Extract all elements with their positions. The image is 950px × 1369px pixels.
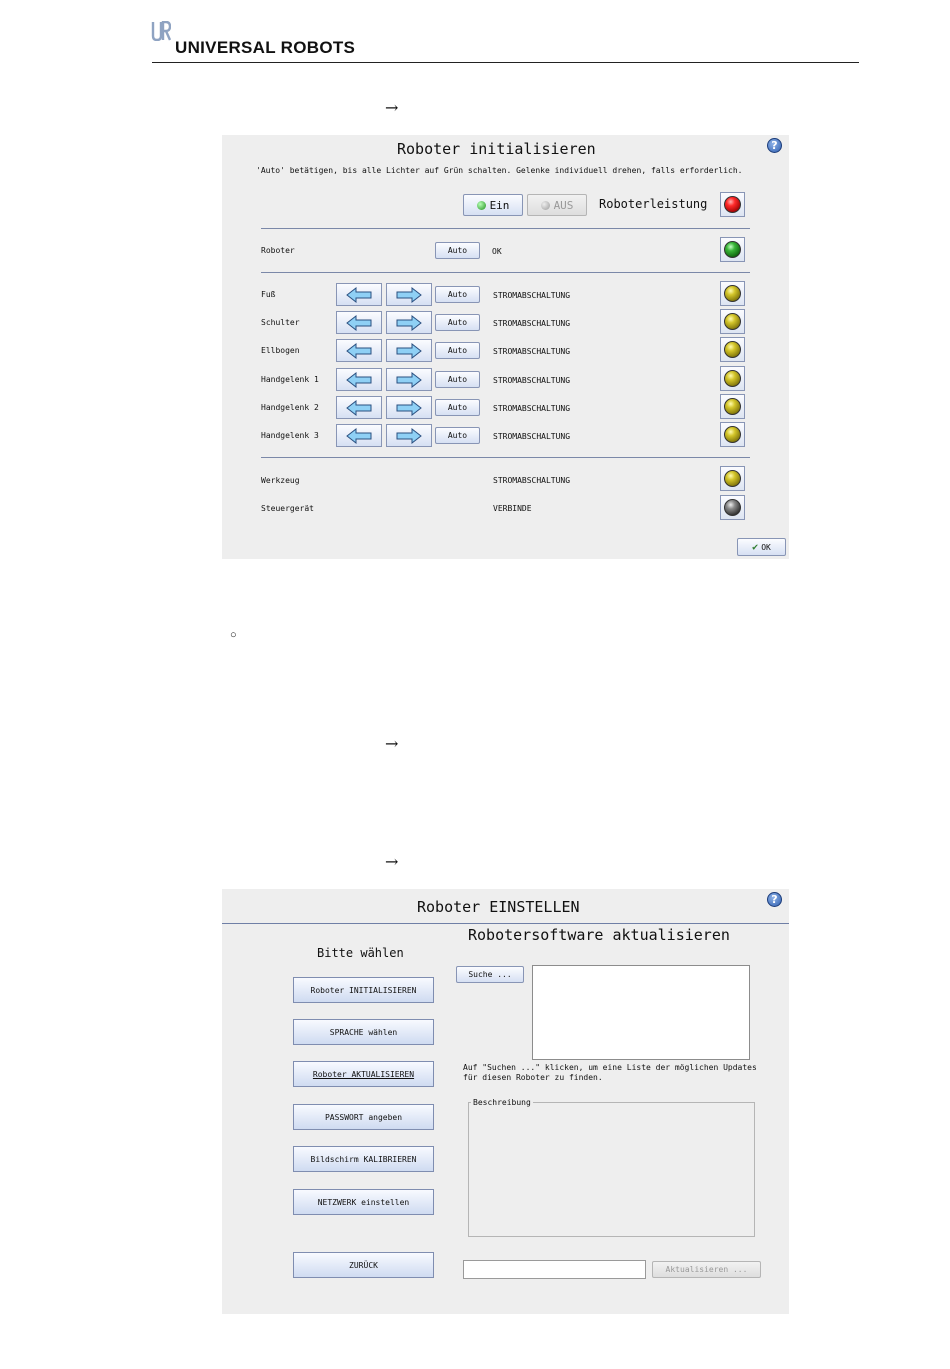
joint-status: STROMABSCHALTUNG	[493, 432, 571, 441]
init-title: Roboter initialisieren	[397, 140, 596, 158]
power-on-button[interactable]	[463, 194, 523, 216]
joint-lamp	[720, 394, 745, 419]
controller-lamp	[720, 495, 745, 520]
rotate-right-button[interactable]	[386, 311, 432, 334]
back-button[interactable]: ZURÜCK	[293, 1252, 434, 1278]
robot-auto-button[interactable]: Auto	[435, 242, 480, 259]
ur-logo-icon	[151, 21, 171, 41]
joint-auto-button[interactable]: Auto	[435, 427, 480, 444]
joint-lamp	[720, 281, 745, 306]
yellow-lamp-icon	[724, 370, 741, 387]
power-off-label: AUS	[553, 198, 574, 212]
rotate-left-button[interactable]	[336, 396, 382, 419]
power-off-button[interactable]	[527, 194, 587, 216]
arrow-right-icon	[396, 372, 422, 388]
yellow-lamp-icon	[724, 470, 741, 487]
arrow-left-icon	[346, 315, 372, 331]
joint-status: STROMABSCHALTUNG	[493, 347, 571, 356]
arrow-right-icon	[396, 287, 422, 303]
joint-name: Handgelenk 2	[261, 403, 319, 412]
search-hint-line2: für diesen Roboter zu finden.	[463, 1073, 603, 1082]
setup-subtitle: Robotersoftware aktualisieren	[468, 926, 730, 944]
menu-calibrate-button[interactable]: Bildschirm KALIBRIEREN	[293, 1146, 434, 1172]
search-hint-line1: Auf "Suchen ..." klicken, um eine Liste der möglichen Updates	[463, 1063, 757, 1072]
rotate-right-button[interactable]	[386, 339, 432, 362]
init-instruction: 'Auto' betätigen, bis alle Lichter auf Grün schalten. Gelenke individuell drehen, falls erforderlich.	[256, 166, 743, 175]
header-divider	[152, 62, 859, 63]
rotate-left-button[interactable]	[336, 339, 382, 362]
robot-init-screen	[222, 135, 789, 559]
joint-auto-button[interactable]: Auto	[435, 314, 480, 331]
menu-password-button[interactable]: PASSWORT angeben	[293, 1104, 434, 1130]
brand-name: UNIVERSAL ROBOTS	[175, 38, 356, 57]
arrow-left-icon	[346, 287, 372, 303]
arrow-right-icon	[396, 428, 422, 444]
green-lamp-icon	[724, 241, 741, 258]
tool-label: Werkzeug	[261, 476, 300, 485]
rotate-right-button[interactable]	[386, 396, 432, 419]
bullet-symbol: ○	[230, 629, 237, 641]
arrow-right-icon	[396, 400, 422, 416]
arrow-symbol: →	[385, 852, 399, 871]
ok-button[interactable]	[737, 538, 786, 556]
title-divider	[222, 923, 789, 924]
ok-label: OK	[761, 542, 771, 552]
joint-auto-button[interactable]: Auto	[435, 342, 480, 359]
divider	[261, 457, 750, 458]
rotate-left-button[interactable]	[336, 283, 382, 306]
arrow-symbol: →	[385, 734, 399, 753]
yellow-lamp-icon	[724, 426, 741, 443]
setup-title: Roboter EINSTELLEN	[417, 898, 580, 916]
yellow-lamp-icon	[724, 341, 741, 358]
update-path-field[interactable]	[463, 1260, 646, 1279]
menu-language-button[interactable]: SPRACHE wählen	[293, 1019, 434, 1045]
joint-status: STROMABSCHALTUNG	[493, 319, 571, 328]
controller-status: VERBINDE	[493, 504, 532, 513]
arrow-left-icon	[346, 400, 372, 416]
tool-status: STROMABSCHALTUNG	[493, 476, 571, 485]
joint-auto-button[interactable]: Auto	[435, 371, 480, 388]
robot-lamp	[720, 237, 745, 262]
gray-dot-icon	[541, 201, 550, 210]
arrow-right-icon	[396, 343, 422, 359]
rotate-right-button[interactable]	[386, 424, 432, 447]
tool-lamp	[720, 466, 745, 491]
power-label: Roboterleistung	[599, 197, 708, 211]
joint-name: Fuß	[261, 290, 276, 299]
menu-update-button[interactable]: Roboter AKTUALISIEREN	[293, 1061, 434, 1087]
red-lamp-icon	[724, 196, 741, 213]
rotate-left-button[interactable]	[336, 368, 382, 391]
search-button[interactable]: Suche ...	[456, 966, 524, 983]
joint-status: STROMABSCHALTUNG	[493, 376, 571, 385]
power-on-label: Ein	[489, 198, 510, 212]
gray-lamp-icon	[724, 499, 741, 516]
description-label: Beschreibung	[473, 1098, 531, 1107]
rotate-right-button[interactable]	[386, 283, 432, 306]
joint-name: Ellbogen	[261, 346, 300, 355]
choose-label: Bitte wählen	[317, 946, 404, 960]
joint-auto-button[interactable]: Auto	[435, 399, 480, 416]
power-lamp	[720, 192, 745, 217]
joint-auto-button[interactable]: Auto	[435, 286, 480, 303]
joint-name: Handgelenk 1	[261, 375, 319, 384]
joint-lamp	[720, 422, 745, 447]
update-button[interactable]: Aktualisieren ...	[652, 1261, 761, 1278]
joint-name: Schulter	[261, 318, 300, 327]
arrow-right-icon	[396, 315, 422, 331]
joint-status: STROMABSCHALTUNG	[493, 404, 571, 413]
joint-status: STROMABSCHALTUNG	[493, 291, 571, 300]
update-list[interactable]	[532, 965, 750, 1060]
help-icon[interactable]: ?	[767, 892, 782, 907]
menu-init-button[interactable]: Roboter INITIALISIEREN	[293, 977, 434, 1003]
rotate-left-button[interactable]	[336, 424, 382, 447]
arrow-left-icon	[346, 372, 372, 388]
controller-label: Steuergerät	[261, 504, 314, 513]
yellow-lamp-icon	[724, 313, 741, 330]
joint-lamp	[720, 309, 745, 334]
robot-label: Roboter	[261, 246, 295, 255]
yellow-lamp-icon	[724, 285, 741, 302]
robot-status: OK	[492, 247, 502, 256]
arrow-left-icon	[346, 343, 372, 359]
green-dot-icon	[477, 201, 486, 210]
rotate-left-button[interactable]	[336, 311, 382, 334]
divider	[261, 228, 750, 229]
rotate-right-button[interactable]	[386, 368, 432, 391]
arrow-symbol: →	[385, 98, 399, 117]
robot-setup-screen	[222, 889, 789, 1314]
divider	[261, 272, 750, 273]
menu-network-button[interactable]: NETZWERK einstellen	[293, 1189, 434, 1215]
joint-lamp	[720, 337, 745, 362]
arrow-left-icon	[346, 428, 372, 444]
yellow-lamp-icon	[724, 398, 741, 415]
help-icon[interactable]: ?	[767, 138, 782, 153]
description-box	[468, 1102, 755, 1237]
checkmark-icon: ✔	[752, 541, 759, 553]
joint-lamp	[720, 366, 745, 391]
joint-name: Handgelenk 3	[261, 431, 319, 440]
